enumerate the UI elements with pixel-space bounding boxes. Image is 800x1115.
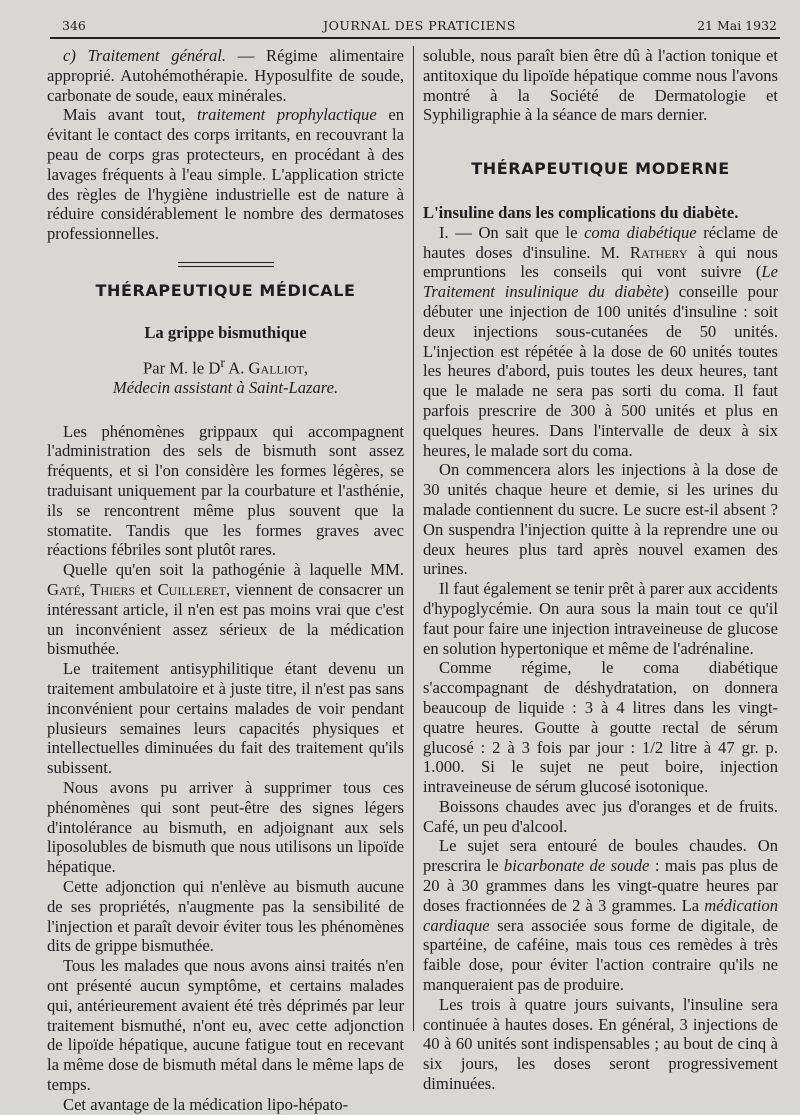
paragraph: Tous les malades que nous avons ainsi traités n'en ont présenté aucun symptôme, et certains malades qui, antérieurement avaient été très déprimés par leur traitement bismuthé, n'ont eu, avec cette adjonction de lipoïde hépatique, aucune fatigue tout en recevant la même dose de bismuth métal dans le même laps de temps. [47, 956, 404, 1094]
paragraph-prophylaxie [47, 105, 404, 244]
paragraph-text: I. — On sait que le [439, 222, 585, 242]
paragraph: Le traitement antisyphilitique étant devenu un traitement ambulatoire et à juste titre, il n'est pas sans inconvénient pour certains malades de voir pendant plusieurs semaines leurs capacités physiques et intellectuelles diminuées du fait des traitement qu'ils subissent. [47, 659, 404, 778]
paragraph-text: ) conseille pour débuter une injection de 100 unités d'insuline : soit deux injections sous-cutanées de 50 unités. L'injection est répétée à la dose de 60 unités toutes les heures d'abord, puis toutes les deux heures, tant que le malade ne sera pas sorti du coma. Il faut parfois prescrire de 300 à 500 unités et plus en quelques heures. Dans l'intervalle de deux à six heures, le malade sort du coma. [423, 282, 778, 460]
paragraph: Nous avons pu arriver à supprimer tous ces phénomènes qui sont peut-être des signes légers d'intolérance au bismuth, en adjoignant aux sels liposolubles de bismuth que nous utilisons un lipoïde hépatique. [47, 778, 404, 877]
paragraph-text: sera associée sous forme de digitale, de spartéine, de caféine, mais tous ces remèdes à très faible dose, pour éviter l'action contraire qu'ils ne manqueraient pas de produire. [423, 915, 778, 995]
paragraph-text: Mais avant tout, [63, 105, 198, 125]
subheading-traitement-general: c) Traitement général. [63, 46, 227, 65]
author-name: Thiers [90, 580, 136, 600]
journal-title: JOURNAL DES PRATICIENS [323, 18, 516, 33]
paragraph: Les trois à quatre jours suivants, l'insuline sera continuée à hautes doses. En général, 3 injections de 40 à 60 unités sont indispensables ; au bout de cinq à six jours, les doses seront progressivement diminuées. [423, 994, 778, 1094]
section-separator [178, 262, 274, 267]
running-header [62, 18, 777, 36]
paragraph-text: , [80, 580, 91, 600]
paragraph-continuation: soluble, nous paraît bien être dû à l'action tonique et antitoxique du lipoïde hépatique comme nous l'avons montré à la Société de Dermatologie et Syphiligraphie à la séance de mars dernier. [423, 46, 778, 125]
cited-work-title: Le Traitement insulinique du diabète [423, 262, 778, 302]
article-title-insuline: L'insuline dans les complications du diabète. [423, 202, 739, 222]
emphasis-text: coma diabétique [584, 222, 697, 242]
left-column [47, 46, 404, 1115]
emphasis-text: bicarbonate de soude [503, 856, 650, 876]
author-affiliation: Médecin assistant à Saint-Lazare. [112, 377, 339, 397]
paragraph: Cet avantage de la médication lipo-hépato- [63, 1094, 349, 1114]
paragraph-text: : mais pas plus de 20 à 30 grammes dans les vingt-quatre heures par doses fractionnées de 2 à 3 grammes. La [423, 856, 778, 915]
header-rule [50, 37, 780, 39]
paragraph-text: en évitant le contact des corps irritants, en recouvrant la peau de corps gras protecteurs, en procédant à des lavages fréquents à l'eau simple. L'application stricte des règles de l'hygiène industrielle est de nature à réduire considérablement le nombre des dermatoses professionnelles. [47, 105, 405, 244]
paragraph-text: , viennent de consacrer un intéressant article, il n'en est pas moins vrai que c'est un inconvénient assez sérieux de la médication bismuthée. [47, 580, 405, 659]
emphasis-text: traitement prophylactique [197, 105, 377, 125]
section-title-therapeutique-medicale: THÉRAPEUTIQUE MÉDICALE [95, 280, 356, 300]
paragraph: Cette adjonction qui n'enlève au bismuth aucune de ses propriétés, n'augmente pas la sensibilité de l'injection et paraît devoir éviter tous les phénomènes dits de grippe bismuthée. [47, 877, 404, 956]
paragraph-traitement-general [47, 46, 404, 105]
paragraph-text: à qui nous empruntions les conseils qui vont suivre ( [423, 242, 778, 282]
author-name: Rathery [629, 242, 688, 262]
paragraph: Boissons chaudes avec jus d'oranges et de fruits. Café, un peu d'alcool. [423, 796, 778, 836]
page-number: 346 [62, 18, 86, 33]
author-name: Gaté [47, 580, 81, 600]
paragraph-text: et [135, 580, 158, 600]
paragraph: Comme régime, le coma diabétique s'accompagnant de déshydratation, on donnera beaucoup de liquide : 3 à 4 litres dans les vingt-quatre heures. Goutte à goutte rectal de sérum glucosé : 2 à 3 fois par jour : 1/2 litre à 47 gr. p. 1.000. Si le sujet ne peut boire, injection intraveineuse de sérum glucosé isotonique. [423, 658, 778, 797]
author-byline [47, 353, 404, 378]
paragraph [423, 836, 778, 994]
paragraph [423, 223, 778, 461]
byline-superscript: r [220, 354, 226, 370]
issue-date: 21 Mai 1932 [697, 18, 777, 33]
article-title-grippe-bismuthique: La grippe bismuthique [144, 322, 307, 342]
paragraph: Les phénomènes grippaux qui accompagnent l'administration des sels de bismuth sont assez fréquents, et si l'on considère les formes légères, se traduisant uniquement par la courbature et l'asthénie, ils se rencontrent même plus souvent que la stomatite. Tandis que les formes graves avec réactions fébriles sont plutôt rares. [47, 421, 404, 560]
byline-prefix: Par M. le D [142, 358, 221, 378]
paragraph-text: Le sujet sera entouré de boules chaudes. On prescrira le [423, 836, 778, 876]
paragraph-text: — Régime alimentaire approprié. Autohémothérapie. Hyposulfite de soude, carbonate de soude, eaux minérales. [47, 46, 404, 105]
paragraph [47, 560, 404, 659]
author-name: A. Galliot, [225, 358, 308, 378]
right-column [423, 46, 778, 1094]
paragraph: Il faut également se tenir prêt à parer aux accidents d'hypoglycémie. On aura sous la main tout ce qu'il faut pour faire une injection intraveineuse de glucose en solution hypertonique et même de l'adrénaline. [423, 579, 778, 658]
paragraph-text: réclame de hautes doses d'insuline. M. [423, 222, 778, 262]
emphasis-text: médication cardiaque [423, 895, 778, 935]
paragraph: On commencera alors les injections à la dose de 30 unités chaque heure et demie, si les urines du malade contiennent du sucre. Le sucre est-il absent ? On suspendra l'injection quitte à la reprendre une ou deux heures plus tard après nouvel examen des urines. [423, 460, 778, 579]
paragraph-text: Quelle qu'en soit la pathogénie à laquelle MM. [63, 560, 404, 580]
column-divider [413, 46, 414, 1031]
author-name: Cuilleret [157, 580, 226, 600]
section-title-therapeutique-moderne: THÉRAPEUTIQUE MODERNE [471, 159, 730, 179]
